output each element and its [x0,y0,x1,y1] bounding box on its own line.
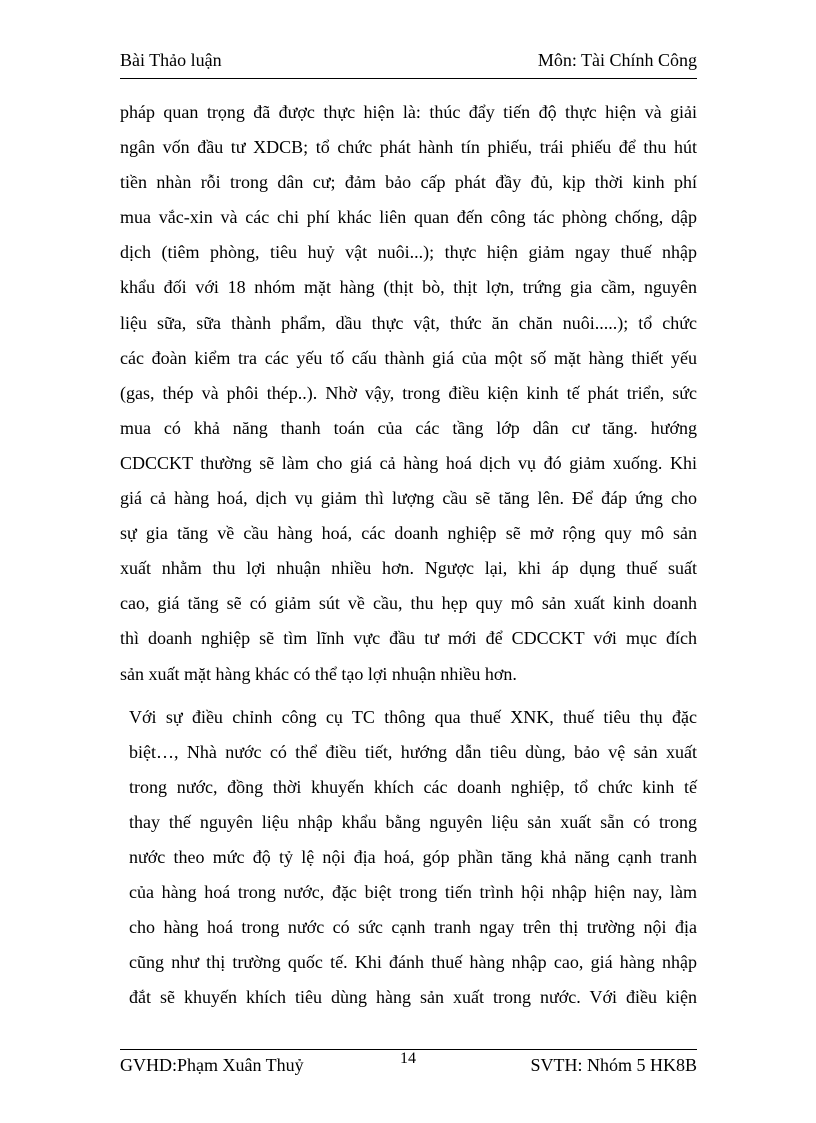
text-line: (gas, thép và phôi thép..). Nhờ vậy, trong điều kiện kinh tế phát triển, sức [120,382,697,403]
text-line: thì doanh nghiệp sẽ tìm lĩnh vực đầu tư mới để CDCCKT với mục đích [120,628,697,649]
text-line: cho hàng hoá trong nước có sức cạnh tranh ngay trên thị trường nội địa [129,917,697,938]
text-line: mua có khả năng thanh toán của các tầng lớp dân cư tăng. hướng [120,417,697,438]
text-line: đắt sẽ khuyến khích tiêu dùng hàng sản xuất trong nước. Với điều kiện [129,987,697,1008]
text-line: của hàng hoá trong nước, đặc biệt trong tiến trình hội nhập hiện nay, làm [129,882,697,903]
footer-students: SVTH: Nhóm 5 HK8B [530,1055,697,1075]
text-line: Với sự điều chỉnh công cụ TC thông qua thuế XNK, thuế tiêu thụ đặc [129,706,697,727]
header-right: Môn: Tài Chính Công [537,50,697,70]
text-line: khẩu đối với 18 nhóm mặt hàng (thịt bò, thịt lợn, trứng gia cầm, nguyên [120,277,697,298]
page-number: 14 [400,1050,416,1067]
text-line: dịch (tiêm phòng, tiêu huỷ vật nuôi...); thực hiện giảm ngay thuế nhập [120,242,697,263]
text-line: cao, giá tăng sẽ có giảm sút về cầu, thu hẹp quy mô sản xuất kinh doanh [120,593,697,614]
page-header [120,50,697,79]
text-line: nước theo mức độ tỷ lệ nội địa hoá, góp phần tăng khả năng cạnh tranh [129,846,697,867]
text-line: trong nước, đồng thời khuyến khích các doanh nghiệp, tổ chức kinh tế [129,776,697,797]
text-line: liệu sữa, sữa thành phẩm, dầu thực vật, thức ăn chăn nuôi.....); tổ chức [120,312,697,333]
text-line: pháp quan trọng đã được thực hiện là: thúc đẩy tiến độ thực hiện và giải [120,102,697,122]
text-line: cũng như thị trường quốc tế. Khi đánh thuế hàng nhập cao, giá hàng nhập [129,952,697,973]
text-line: xuất nhằm thu lợi nhuận nhiều hơn. Ngược lại, khi áp dụng thuế suất [120,558,697,579]
text-line: giá cả hàng hoá, dịch vụ giảm thì lượng cầu sẽ tăng lên. Để đáp ứng cho [120,488,697,509]
paragraph [120,95,697,692]
page-footer [120,1050,697,1080]
text-line: sản xuất mặt hàng khác có thể tạo lợi nhuận nhiều hơn. [120,663,517,684]
text-line: mua vắc-xin và các chi phí khác liên quan đến công tác phòng chống, dập [120,207,697,228]
paragraph [120,700,697,1016]
text-line: thay thế nguyên liệu nhập khẩu bằng nguyên liệu sản xuất sẵn có trong [129,811,697,832]
text-line: sự gia tăng về cầu hàng hoá, các doanh nghiệp sẽ mở rộng quy mô sản [120,523,697,544]
text-line: tiền nhàn rỗi trong dân cư; đảm bảo cấp phát đầy đủ, kịp thời kinh phí [120,172,697,193]
text-line: biệt…, Nhà nước có thể điều tiết, hướng dẫn tiêu dùng, bảo vệ sản xuất [129,741,697,762]
header-left: Bài Thảo luận [120,50,222,70]
text-line: CDCCKT thường sẽ làm cho giá cả hàng hoá dịch vụ đó giảm xuống. Khi [120,452,697,473]
footer-instructor: GVHD:Phạm Xuân Thuỷ [120,1055,304,1075]
document-body [120,95,697,1015]
text-line: các đoàn kiểm tra các yếu tố cấu thành giá của một số mặt hàng thiết yếu [120,347,697,368]
text-line: ngân vốn đầu tư XDCB; tổ chức phát hành tín phiếu, trái phiếu để thu hút [120,137,697,158]
